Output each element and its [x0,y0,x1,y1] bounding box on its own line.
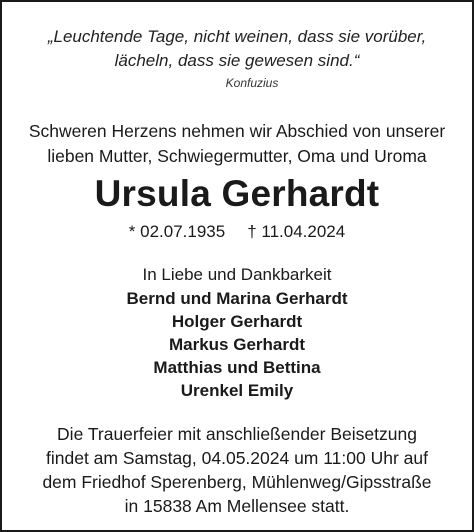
intro-line: lieben Mutter, Schwiegermutter, Oma und Uroma [47,146,427,166]
service-line: Die Trauerfeier mit anschließender Beisetzung [57,424,417,444]
deceased-name: Ursula Gerhardt [94,173,380,214]
mourners-block [2,263,472,402]
quote-line: lächeln, dass sie gewesen sind.“ [114,51,360,70]
life-dates [2,220,472,244]
mourner-name: Matthias und Bettina [153,358,321,377]
service-line: in 15838 Am Mellensee statt. [124,496,350,516]
mourner-name: Markus Gerhardt [168,335,306,354]
intro-line: Schweren Herzens nehmen wir Abschied von unserer [28,121,446,141]
mourner-name: Holger Gerhardt [171,312,303,331]
mourner-name: Bernd und Marina Gerhardt [126,289,348,308]
intro-text [2,119,472,169]
service-line: findet am Samstag, 04.05.2024 um 11:00 Uhr auf [46,448,428,468]
quote-author-text: Konfuzius [225,76,279,90]
quote [2,25,472,73]
mourners-lead: In Liebe und Dankbarkeit [142,265,332,284]
quote-author [2,75,472,91]
quote-line: „Leuchtende Tage, nicht weinen, dass sie vorüber, [47,27,427,46]
mourner-name: Urenkel Emily [180,381,294,400]
service-line: dem Friedhof Sperenberg, Mühlenweg/Gipsstraße [42,472,432,492]
birth-date: * 02.07.1935 [128,222,226,241]
service-details [2,422,472,518]
death-date: † 11.04.2024 [247,222,346,241]
